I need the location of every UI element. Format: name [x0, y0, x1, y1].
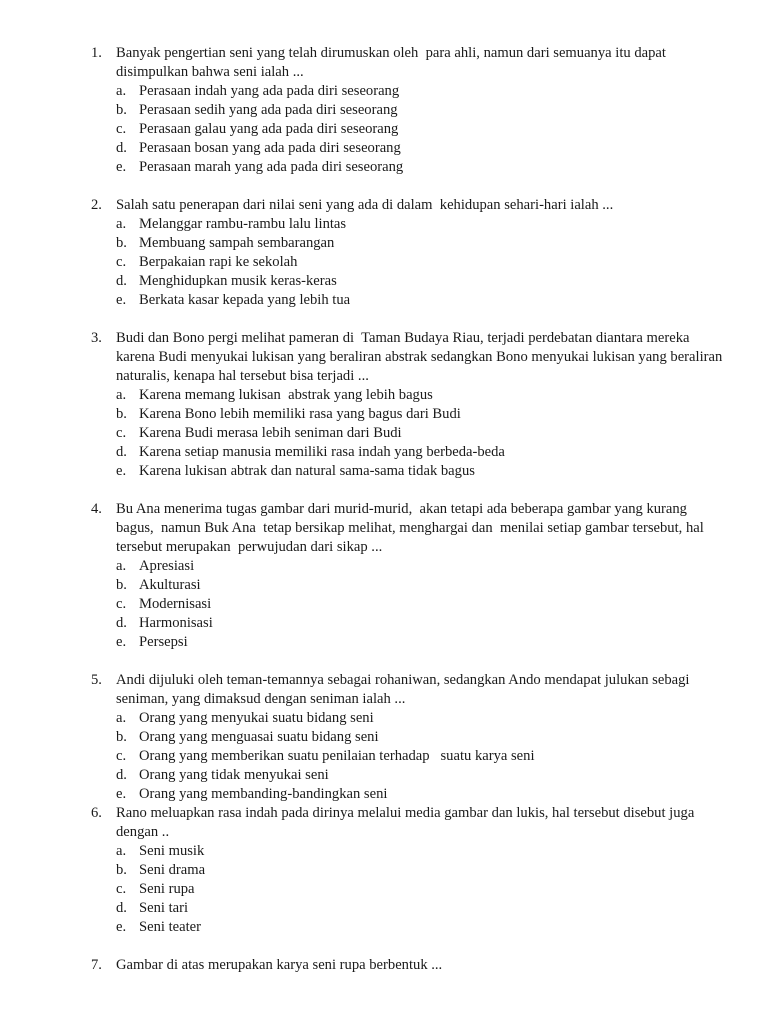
question-number: 6. — [91, 805, 102, 821]
question-number: 7. — [91, 957, 102, 973]
option-text: Orang yang menyukai suatu bidang seni — [139, 710, 374, 726]
quiz-document — [0, 44, 768, 994]
option-text: Perasaan galau yang ada pada diri seseorang — [139, 121, 399, 137]
answer-option — [0, 728, 768, 747]
option-text: Menghidupkan musik keras-keras — [139, 273, 337, 289]
answer-option — [0, 272, 768, 291]
question-1 — [0, 44, 768, 177]
answer-option — [0, 785, 768, 804]
question-text: Bu Ana menerima tugas gambar dari murid-murid, akan tetapi ada beberapa gambar yang kurang bagus, namun Buk Ana tetap bersikap melihat, menghargai dan menilai setiap gambar tersebut, hal tersebut merupakan perwujudan dari sikap ... — [116, 501, 708, 555]
answer-option — [0, 595, 768, 614]
question-text: Salah satu penerapan dari nilai seni yang ada di dalam kehidupan sehari-hari ialah ... — [116, 197, 614, 213]
question-7 — [0, 956, 768, 975]
option-letter: d. — [116, 140, 127, 156]
option-letter: a. — [116, 83, 127, 99]
option-letter: c. — [116, 121, 127, 137]
option-letter: d. — [116, 444, 127, 460]
option-letter: e. — [116, 463, 127, 479]
answer-option — [0, 614, 768, 633]
option-text: Seni rupa — [139, 881, 195, 897]
option-letter: e. — [116, 159, 127, 175]
answer-option — [0, 424, 768, 443]
option-text: Seni tari — [139, 900, 189, 916]
answer-option — [0, 120, 768, 139]
option-text: Karena memang lukisan abstrak yang lebih bagus — [139, 387, 433, 403]
option-letter: e. — [116, 634, 127, 650]
question-number: 1. — [91, 45, 102, 61]
answer-option — [0, 253, 768, 272]
question-number: 4. — [91, 501, 102, 517]
question-6 — [0, 804, 768, 937]
option-text: Membuang sampah sembarangan — [139, 235, 335, 251]
answer-option — [0, 861, 768, 880]
option-letter: c. — [116, 596, 127, 612]
option-letter: a. — [116, 843, 127, 859]
answer-option — [0, 576, 768, 595]
option-text: Karena Bono lebih memiliki rasa yang bagus dari Budi — [139, 406, 461, 422]
option-text: Persepsi — [139, 634, 188, 650]
answer-option — [0, 386, 768, 405]
answer-option — [0, 101, 768, 120]
option-text: Karena lukisan abtrak dan natural sama-sama tidak bagus — [139, 463, 475, 479]
question-number: 2. — [91, 197, 102, 213]
option-text: Berpakaian rapi ke sekolah — [139, 254, 298, 270]
question-text: Andi dijuluki oleh teman-temannya sebagai rohaniwan, sedangkan Ando mendapat julukan sebagi seniman, yang dimaksud dengan seniman ialah ... — [116, 672, 694, 707]
answer-option — [0, 918, 768, 937]
answer-option — [0, 842, 768, 861]
question-text: Rano meluapkan rasa indah pada dirinya melalui media gambar dan lukis, hal tersebut disebut juga dengan .. — [116, 805, 698, 840]
question-number: 5. — [91, 672, 102, 688]
option-text: Modernisasi — [139, 596, 212, 612]
option-letter: d. — [116, 900, 127, 916]
option-text: Melanggar rambu-rambu lalu lintas — [139, 216, 347, 232]
question-text: Banyak pengertian seni yang telah dirumuskan oleh para ahli, namun dari semuanya itu dapat disimpulkan bahwa seni ialah ... — [116, 45, 670, 80]
option-letter: b. — [116, 862, 127, 878]
option-text: Seni drama — [139, 862, 206, 878]
answer-option — [0, 405, 768, 424]
option-text: Perasaan sedih yang ada pada diri seseorang — [139, 102, 398, 118]
option-text: Seni teater — [139, 919, 201, 935]
option-letter: b. — [116, 102, 127, 118]
answer-option — [0, 443, 768, 462]
option-letter: d. — [116, 767, 127, 783]
option-letter: b. — [116, 729, 127, 745]
answer-option — [0, 899, 768, 918]
option-text: Orang yang membanding-bandingkan seni — [139, 786, 388, 802]
option-text: Karena setiap manusia memiliki rasa indah yang berbeda-beda — [139, 444, 505, 460]
answer-option — [0, 880, 768, 899]
option-text: Orang yang tidak menyukai seni — [139, 767, 329, 783]
option-letter: c. — [116, 425, 127, 441]
answer-option — [0, 215, 768, 234]
option-letter: a. — [116, 216, 127, 232]
option-letter: a. — [116, 558, 127, 574]
option-letter: e. — [116, 292, 127, 308]
option-letter: c. — [116, 748, 127, 764]
option-letter: b. — [116, 406, 127, 422]
question-4 — [0, 500, 768, 652]
option-text: Apresiasi — [139, 558, 195, 574]
question-number: 3. — [91, 330, 102, 346]
option-text: Karena Budi merasa lebih seniman dari Budi — [139, 425, 402, 441]
option-letter: c. — [116, 881, 127, 897]
option-letter: c. — [116, 254, 127, 270]
answer-option — [0, 747, 768, 766]
question-text: Gambar di atas merupakan karya seni rupa berbentuk ... — [116, 957, 443, 973]
option-text: Perasaan marah yang ada pada diri seseorang — [139, 159, 404, 175]
option-text: Orang yang memberikan suatu penilaian terhadap suatu karya seni — [139, 748, 535, 764]
option-text: Berkata kasar kepada yang lebih tua — [139, 292, 351, 308]
question-text: Budi dan Bono pergi melihat pameran di Taman Budaya Riau, terjadi perdebatan diantara mereka karena Budi menyukai lukisan yang beraliran abstrak sedangkan Bono menyukai lukisan yang beraliran naturalis, kenapa hal tersebut bisa terjadi ... — [116, 330, 726, 384]
answer-option — [0, 158, 768, 177]
option-letter: e. — [116, 919, 127, 935]
option-text: Perasaan bosan yang ada pada diri seseorang — [139, 140, 401, 156]
option-letter: d. — [116, 273, 127, 289]
answer-option — [0, 139, 768, 158]
option-text: Perasaan indah yang ada pada diri seseorang — [139, 83, 400, 99]
answer-option — [0, 291, 768, 310]
option-letter: e. — [116, 786, 127, 802]
answer-option — [0, 234, 768, 253]
option-text: Akulturasi — [139, 577, 201, 593]
answer-option — [0, 462, 768, 481]
option-text: Harmonisasi — [139, 615, 213, 631]
answer-option — [0, 82, 768, 101]
option-letter: b. — [116, 235, 127, 251]
answer-option — [0, 766, 768, 785]
answer-option — [0, 557, 768, 576]
answer-option — [0, 633, 768, 652]
option-letter: a. — [116, 387, 127, 403]
question-2 — [0, 196, 768, 310]
question-3 — [0, 329, 768, 481]
option-letter: d. — [116, 615, 127, 631]
option-letter: a. — [116, 710, 127, 726]
question-5 — [0, 671, 768, 804]
option-text: Orang yang menguasai suatu bidang seni — [139, 729, 379, 745]
option-letter: b. — [116, 577, 127, 593]
answer-option — [0, 709, 768, 728]
option-text: Seni musik — [139, 843, 205, 859]
